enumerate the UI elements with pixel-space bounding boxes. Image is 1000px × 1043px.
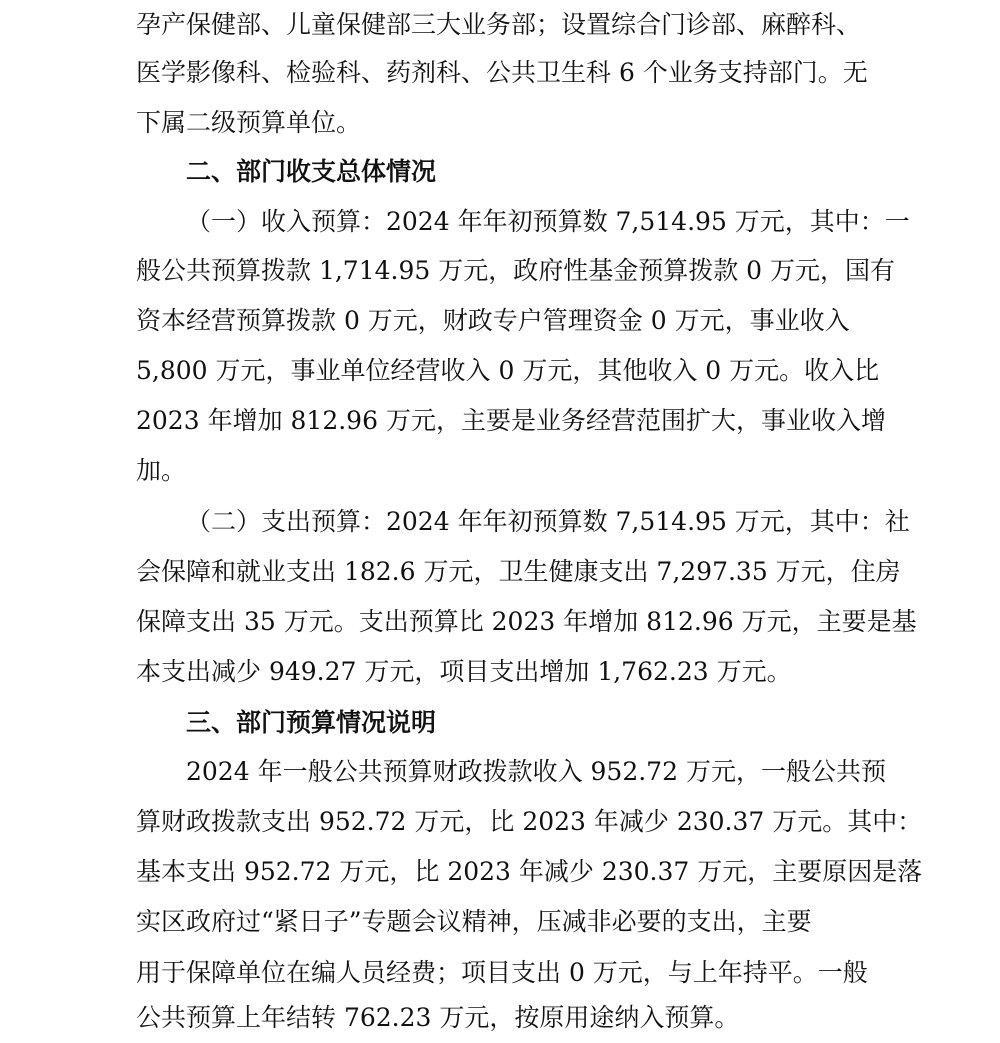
paragraph-line: 基本支出 952.72 万元，比 2023 年减少 230.37 万元，主要原因是落 — [136, 857, 923, 886]
paragraph-line: 加。 — [136, 456, 187, 485]
paragraph-line: 2024 年一般公共预算财政拨款收入 952.72 万元，一般公共预 — [186, 757, 886, 786]
paragraph-line: 会保障和就业支出 182.6 万元，卫生健康支出 7,297.35 万元，住房 — [136, 557, 901, 586]
paragraph-line: 用于保障单位在编人员经费；项目支出 0 万元，与上年持平。一般 — [136, 958, 868, 987]
paragraph-line: 般公共预算拨款 1,714.95 万元，政府性基金预算拨款 0 万元，国有 — [136, 256, 896, 285]
section-heading: 二、部门收支总体情况 — [186, 157, 437, 186]
paragraph-line: 算财政拨款支出 952.72 万元，比 2023 年减少 230.37 万元。其中： — [136, 807, 923, 836]
paragraph-line: 孕产保健部、儿童保健部三大业务部；设置综合门诊部、麻醉科、 — [136, 10, 862, 39]
paragraph-line: 公共预算上年结转 762.23 万元，按原用途纳入预算。 — [136, 1003, 740, 1032]
paragraph-line: 下属二级预算单位。 — [136, 108, 362, 137]
section-heading: 三、部门预算情况说明 — [186, 708, 437, 737]
paragraph-line: 医学影像科、检验科、药剂科、公共卫生科 6 个业务支持部门。无 — [136, 58, 868, 87]
paragraph-line: 本支出减少 949.27 万元，项目支出增加 1,762.23 万元。 — [136, 657, 792, 686]
paragraph-line: 资本经营预算拨款 0 万元，财政专户管理资金 0 万元，事业收入 — [136, 306, 850, 335]
paragraph-line: （二）支出预算：2024 年年初预算数 7,514.95 万元，其中：社 — [186, 507, 910, 536]
paragraph-line: 保障支出 35 万元。支出预算比 2023 年增加 812.96 万元，主要是基 — [136, 607, 917, 636]
paragraph-line: 2023 年增加 812.96 万元，主要是业务经营范围扩大，事业收入增 — [136, 406, 886, 435]
paragraph-line: 实区政府过“紧日子”专题会议精神，压减非必要的支出，主要 — [136, 907, 812, 936]
paragraph-line: （一）收入预算：2024 年年初预算数 7,514.95 万元，其中：一 — [186, 207, 910, 236]
paragraph-line: 5,800 万元，事业单位经营收入 0 万元，其他收入 0 万元。收入比 — [136, 356, 880, 385]
